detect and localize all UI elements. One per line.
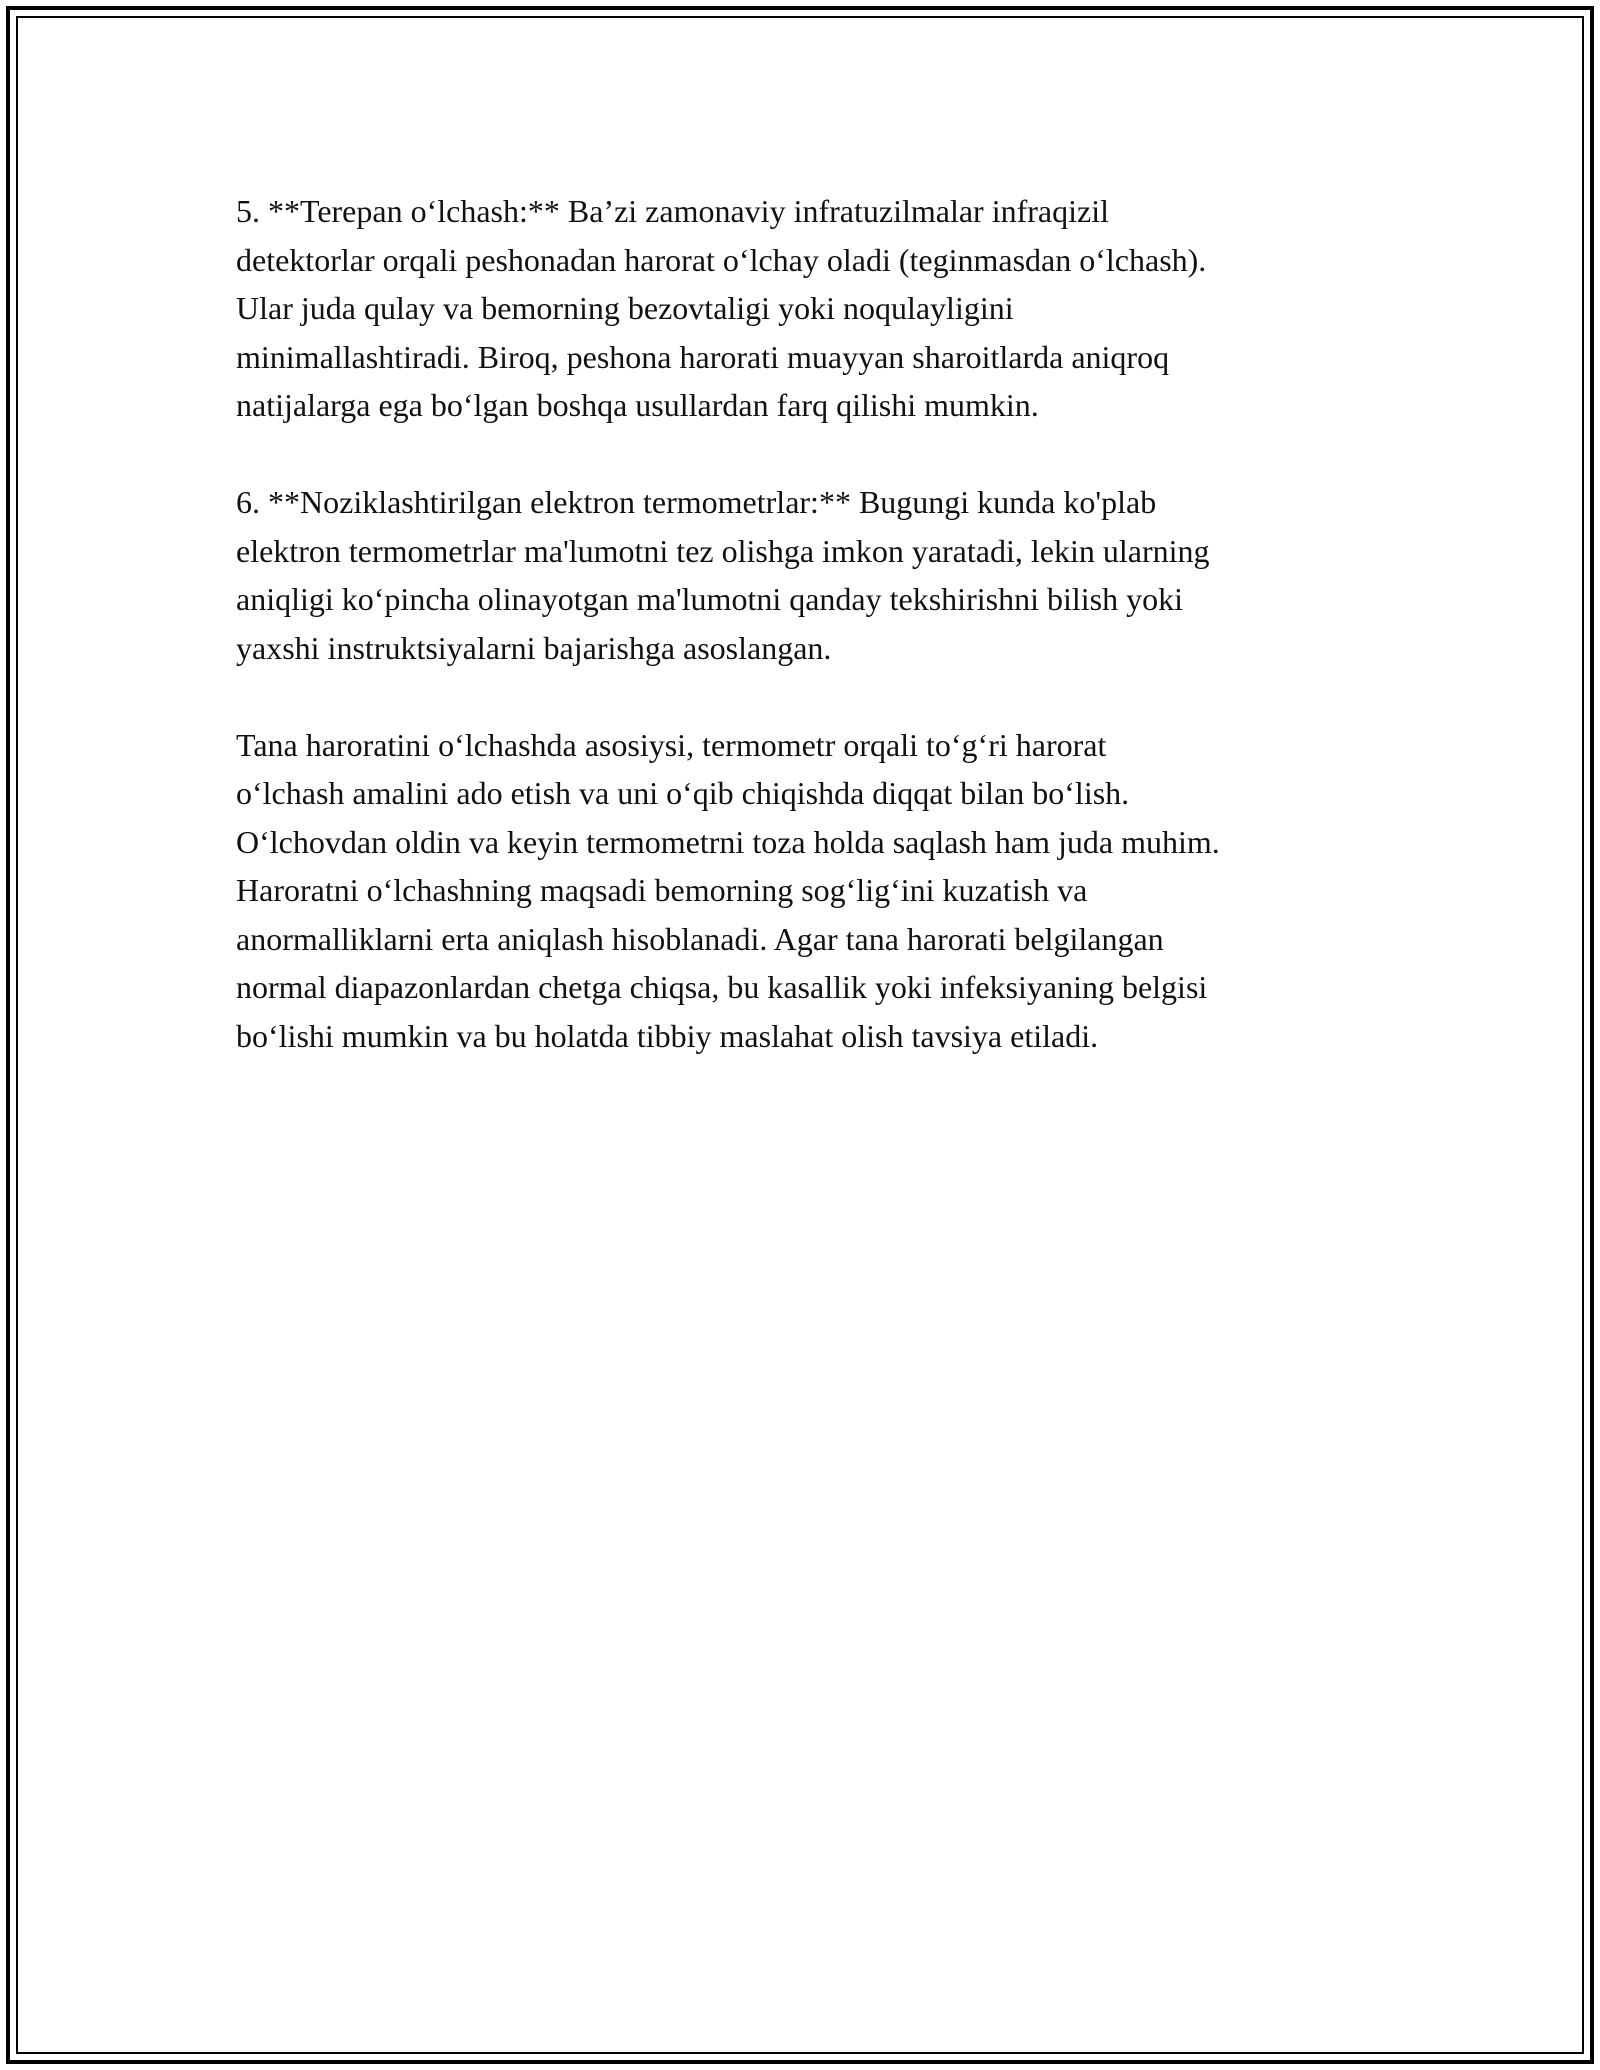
text-line: Tana haroratini o‘lchashda asosiysi, termometr orqali to‘g‘ri harorat (236, 726, 1107, 763)
text-line: O‘lchovdan oldin va keyin termometrni toza holda saqlash ham juda muhim. (236, 823, 1220, 860)
text-line: normal diapazonlardan chetga chiqsa, bu kasallik yoki infeksiyaning belgisi (236, 969, 1208, 1005)
document-body (236, 187, 1376, 1109)
text-line: natijalarga ega bo‘lgan boshqa usullardan farq qilishi mumkin. (236, 387, 1039, 423)
text-line: 5. **Terepan o‘lchash:** Ba’zi zamonaviy infratuzilmalar infraqizil (236, 193, 1109, 229)
text-line: o‘lchash amalini ado etish va uni o‘qib chiqishda diqqat bilan bo‘lish. (236, 775, 1130, 811)
text-line: elektron termometrlar ma'lumotni tez olishga imkon yaratadi, lekin ularning (236, 532, 1210, 569)
text-line: yaxshi instruktsiyalarni bajarishga asoslangan. (236, 629, 832, 666)
text-line: 6. **Noziklashtirilgan elektron termometrlar:** Bugungi kunda ko'plab (236, 484, 1157, 520)
text-line: Haroratni o‘lchashning maqsadi bemorning sog‘lig‘ini kuzatish va (236, 872, 1088, 908)
text-line: minimallashtiradi. Biroq, peshona harorati muayyan sharoitlarda aniqroq (236, 338, 1170, 375)
paragraph-electronic-thermometers (236, 478, 1376, 672)
paragraph-terepan (236, 187, 1376, 430)
text-line: aniqligi ko‘pincha olinayotgan ma'lumotni qanday tekshirishni bilish yoki (236, 581, 1183, 617)
paragraph-conclusion (236, 721, 1376, 1061)
text-line: detektorlar orqali peshonadan harorat o‘lchay oladi (teginmasdan o‘lchash). (236, 241, 1207, 278)
text-line: anormalliklarni erta aniqlash hisoblanadi. Agar tana harorati belgilangan (236, 920, 1164, 957)
text-line: bo‘lishi mumkin va bu holatda tibbiy maslahat olish tavsiya etiladi. (236, 1017, 1099, 1054)
text-line: Ular juda qulay va bemorning bezovtaligi yoki noqulayligini (236, 290, 1014, 326)
